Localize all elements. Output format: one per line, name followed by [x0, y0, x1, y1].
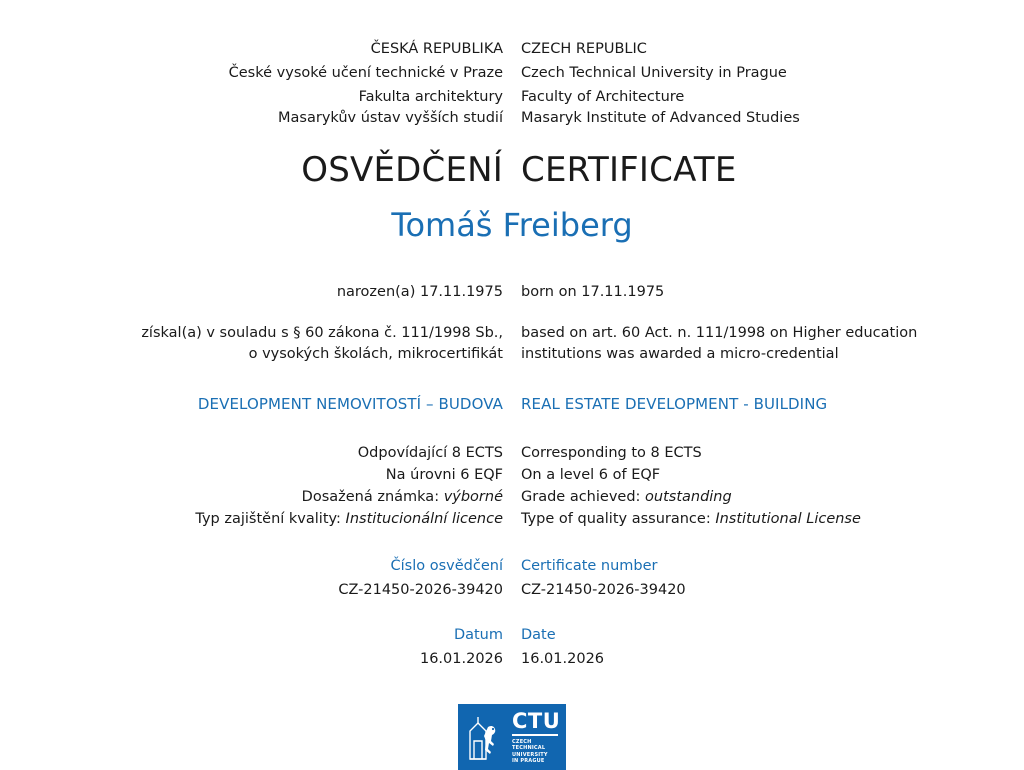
quality-label-en: Type of quality assurance: — [521, 511, 716, 527]
institute-en: Masaryk Institute of Advanced Studies — [521, 110, 800, 126]
recipient-name: Tomáš Freiberg — [391, 206, 633, 244]
basis-cz — [0, 323, 512, 365]
certificate-number-label-cz: Číslo osvědčení — [390, 558, 503, 574]
basis-en-line1: based on art. 60 Act. n. 111/1998 on Higher education — [521, 325, 918, 341]
quality-value-cz: Institucionální licence — [345, 511, 503, 527]
course-cz: DEVELOPMENT NEMOVITOSTÍ – BUDOVA — [197, 395, 503, 413]
grade-value-cz: výborné — [443, 489, 503, 505]
title-row — [0, 148, 1024, 192]
ctu-logo-text — [510, 704, 566, 770]
certificate-number-value-en: CZ-21450-2026-39420 — [521, 582, 686, 598]
date-value-en: 16.01.2026 — [521, 651, 605, 667]
course-en: REAL ESTATE DEVELOPMENT - BUILDING — [521, 395, 828, 413]
basis-cz-line1: získal(a) v souladu s § 60 zákona č. 111/1998 Sb., — [141, 325, 503, 341]
grade-en — [512, 487, 1024, 508]
institute-cz: Masarykův ústav vyšších studií — [278, 110, 503, 126]
ects-en: Corresponding to 8 ECTS — [521, 445, 702, 461]
ctu-logo — [458, 704, 566, 770]
header-university-row — [0, 62, 1024, 85]
ctu-acronym: CTU — [512, 708, 561, 733]
grade-value-en: outstanding — [645, 489, 732, 505]
title-cz: OSVĚDČENÍ — [301, 150, 503, 190]
quality-label-cz: Typ zajištění kvality: — [195, 511, 346, 527]
basis-en — [512, 323, 1024, 365]
certificate-number-value-cz: CZ-21450-2026-39420 — [338, 582, 503, 598]
certificate-number-value-row — [0, 580, 1024, 601]
details-ects-row — [0, 443, 1024, 464]
header-institute-row — [0, 107, 1024, 130]
grade-label-cz: Dosažená známka: — [301, 489, 444, 505]
ctu-fullname-line1: CZECH TECHNICAL — [512, 738, 546, 751]
country-cz: ČESKÁ REPUBLIKA — [370, 41, 503, 57]
quality-en — [512, 509, 1024, 530]
date-value-cz: 16.01.2026 — [419, 651, 503, 667]
course-row — [0, 393, 1024, 415]
country-en: CZECH REPUBLIC — [521, 41, 647, 57]
basis-en-line2: institutions was awarded a micro-credential — [521, 346, 839, 362]
certificate-document — [0, 38, 1024, 763]
ects-cz: Odpovídající 8 ECTS — [357, 445, 503, 461]
eqf-cz: Na úrovni 6 EQF — [385, 467, 503, 483]
born-en: born on 17.11.1975 — [521, 284, 665, 300]
details-eqf-row — [0, 465, 1024, 486]
quality-value-en: Institutional License — [715, 511, 861, 527]
title-en: CERTIFICATE — [521, 150, 737, 190]
details-quality-row — [0, 509, 1024, 530]
date-label-en: Date — [521, 627, 556, 643]
ctu-fullname-line2: UNIVERSITY — [512, 751, 548, 758]
basis-cz-line2: o vysokých školách, mikrocertifikát — [248, 346, 503, 362]
logo-wrap — [0, 704, 1024, 770]
date-label-row — [0, 625, 1024, 646]
date-value-row — [0, 649, 1024, 670]
recipient-name-row — [0, 204, 1024, 246]
header-country-row — [0, 38, 1024, 61]
date-label-cz: Datum — [453, 627, 503, 643]
header-faculty-row — [0, 86, 1024, 109]
faculty-en: Faculty of Architecture — [521, 89, 685, 105]
grade-cz — [0, 487, 512, 508]
ctu-fullname-line3: IN PRAGUE — [512, 758, 545, 764]
certificate-number-label-row — [0, 556, 1024, 577]
born-cz: narozen(a) 17.11.1975 — [336, 284, 503, 300]
university-cz: České vysoké učení technické v Praze — [228, 65, 503, 81]
faculty-cz: Fakulta architektury — [358, 89, 503, 105]
ctu-lion-emblem-icon — [458, 704, 510, 770]
eqf-en: On a level 6 of EQF — [521, 467, 661, 483]
ctu-logo-divider — [512, 734, 558, 736]
university-en: Czech Technical University in Prague — [521, 65, 787, 81]
details-grade-row — [0, 487, 1024, 508]
born-row — [0, 282, 1024, 303]
quality-cz — [0, 509, 512, 530]
certificate-number-label-en: Certificate number — [521, 558, 658, 574]
grade-label-en: Grade achieved: — [521, 489, 646, 505]
header-block — [0, 38, 1024, 130]
basis-row — [0, 323, 1024, 365]
